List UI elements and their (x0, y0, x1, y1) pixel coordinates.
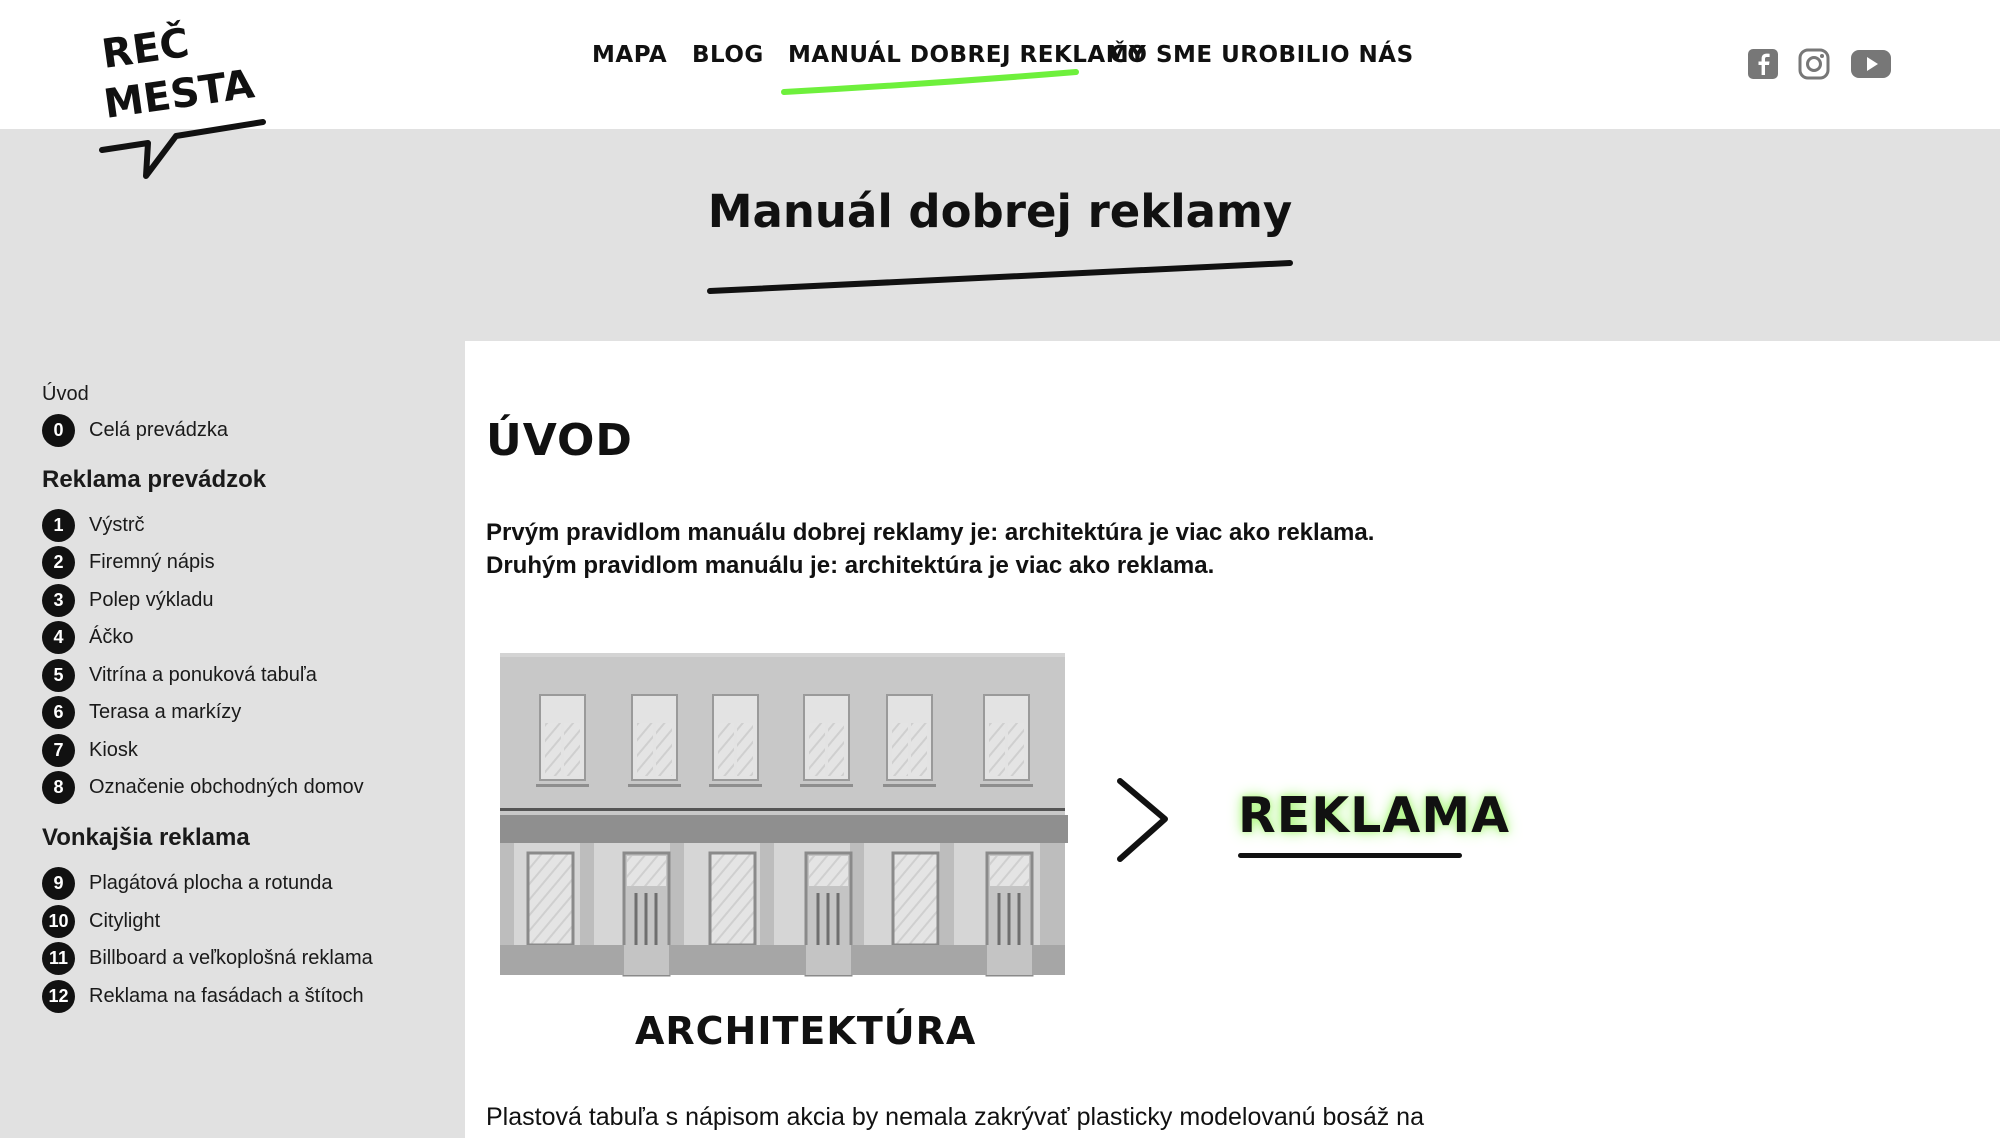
page-banner (0, 129, 2000, 341)
sidebar (0, 341, 465, 1138)
sidebar-item-terasa[interactable] (42, 695, 241, 729)
page-title: Manuál dobrej reklamy (707, 185, 1293, 238)
section-heading: ÚVOD (486, 415, 633, 466)
sidebar-group-vonkajsia-reklama: Vonkajšia reklama (42, 824, 250, 851)
sidebar-item-label: Polep výkladu (89, 588, 214, 611)
sidebar-item-uvod[interactable]: Úvod (42, 383, 89, 405)
sidebar-item-kiosk[interactable] (42, 733, 138, 767)
number-badge: 1 (42, 509, 75, 542)
nav-item-o-nas[interactable]: O NÁS (1330, 42, 1414, 68)
number-badge: 12 (42, 980, 75, 1013)
site-header (0, 0, 2000, 129)
sidebar-item-label: Plagátová plocha a rotunda (89, 871, 333, 894)
reklama-label: REKLAMA (1238, 787, 1511, 844)
sidebar-item-vitrina[interactable] (42, 658, 317, 692)
sidebar-item-label: Billboard a veľkoplošná reklama (89, 946, 373, 969)
intro-line-2: Druhým pravidlom manuálu je: architektúra je viac ako reklama. (486, 552, 1215, 579)
number-badge: 0 (42, 414, 75, 447)
sidebar-item-acko[interactable] (42, 620, 133, 654)
youtube-icon[interactable] (1849, 46, 1893, 82)
sidebar-item-label: Firemný nápis (89, 550, 215, 573)
intro-text (486, 516, 1374, 582)
facebook-icon[interactable] (1745, 46, 1781, 82)
nav-item-manual[interactable]: MANUÁL DOBREJ REKLAMY (788, 42, 1147, 68)
sidebar-item-label: Označenie obchodných domov (89, 775, 364, 798)
sidebar-item-citylight[interactable] (42, 904, 160, 938)
sidebar-item-label: Áčko (89, 625, 134, 648)
number-badge: 6 (42, 696, 75, 729)
body-paragraph: Plastová tabuľa s nápisom akcia by nemala zakrývať plasticky modelovanú bosáž na (486, 1103, 1424, 1131)
building-illustration (500, 653, 1068, 975)
sidebar-item-label: Výstrč (89, 513, 145, 536)
number-badge: 4 (42, 621, 75, 654)
reklama-underline (1238, 853, 1462, 858)
sidebar-item-label: Vitrína a ponuková tabuľa (89, 663, 317, 686)
intro-line-1: Prvým pravidlom manuálu dobrej reklamy je: architektúra je viac ako reklama. (486, 519, 1375, 546)
sidebar-item-label: Kiosk (89, 738, 138, 761)
number-badge: 9 (42, 867, 75, 900)
sidebar-item-label: Celá prevádzka (89, 418, 228, 441)
nav-item-blog[interactable]: BLOG (692, 42, 764, 68)
number-badge: 3 (42, 584, 75, 617)
number-badge: 2 (42, 546, 75, 579)
title-underline (706, 257, 1296, 297)
logo-line2: MESTA (100, 61, 257, 128)
main-content (465, 341, 2000, 1138)
sidebar-item-polep-vykladu[interactable] (42, 583, 214, 617)
sidebar-item-billboard[interactable] (42, 941, 373, 975)
logo-line1: REČ (98, 20, 193, 78)
greater-than-icon (1120, 781, 1165, 859)
nav-item-mapa[interactable]: MAPA (592, 42, 668, 68)
rec-mesta-logo[interactable] (98, 18, 268, 183)
sidebar-item-label: Terasa a markízy (89, 700, 242, 723)
sidebar-item-fasady[interactable] (42, 979, 364, 1013)
sidebar-item-firemny-napis[interactable] (42, 545, 215, 579)
sidebar-item-label: Reklama na fasádach a štítoch (89, 984, 364, 1007)
nav-active-underline (780, 62, 1080, 102)
sidebar-item-cela-prevadzka[interactable] (42, 413, 228, 447)
sidebar-item-label: Citylight (89, 909, 161, 932)
number-badge: 8 (42, 771, 75, 804)
number-badge: 11 (42, 942, 75, 975)
number-badge: 10 (42, 905, 75, 938)
instagram-icon[interactable] (1796, 46, 1832, 82)
nav-item-co-sme-urobili[interactable]: ČO SME UROBILI (1110, 42, 1330, 68)
number-badge: 7 (42, 734, 75, 767)
sidebar-item-plagatova-plocha[interactable] (42, 866, 333, 900)
architecture-vs-ad-illustration (500, 653, 1220, 1013)
sidebar-item-oznacenie[interactable] (42, 770, 364, 804)
sidebar-group-reklama-prevadzok: Reklama prevádzok (42, 466, 267, 493)
sidebar-item-vystrc[interactable] (42, 508, 145, 542)
architecture-caption: ARCHITEKTÚRA (635, 1009, 977, 1053)
number-badge: 5 (42, 659, 75, 692)
